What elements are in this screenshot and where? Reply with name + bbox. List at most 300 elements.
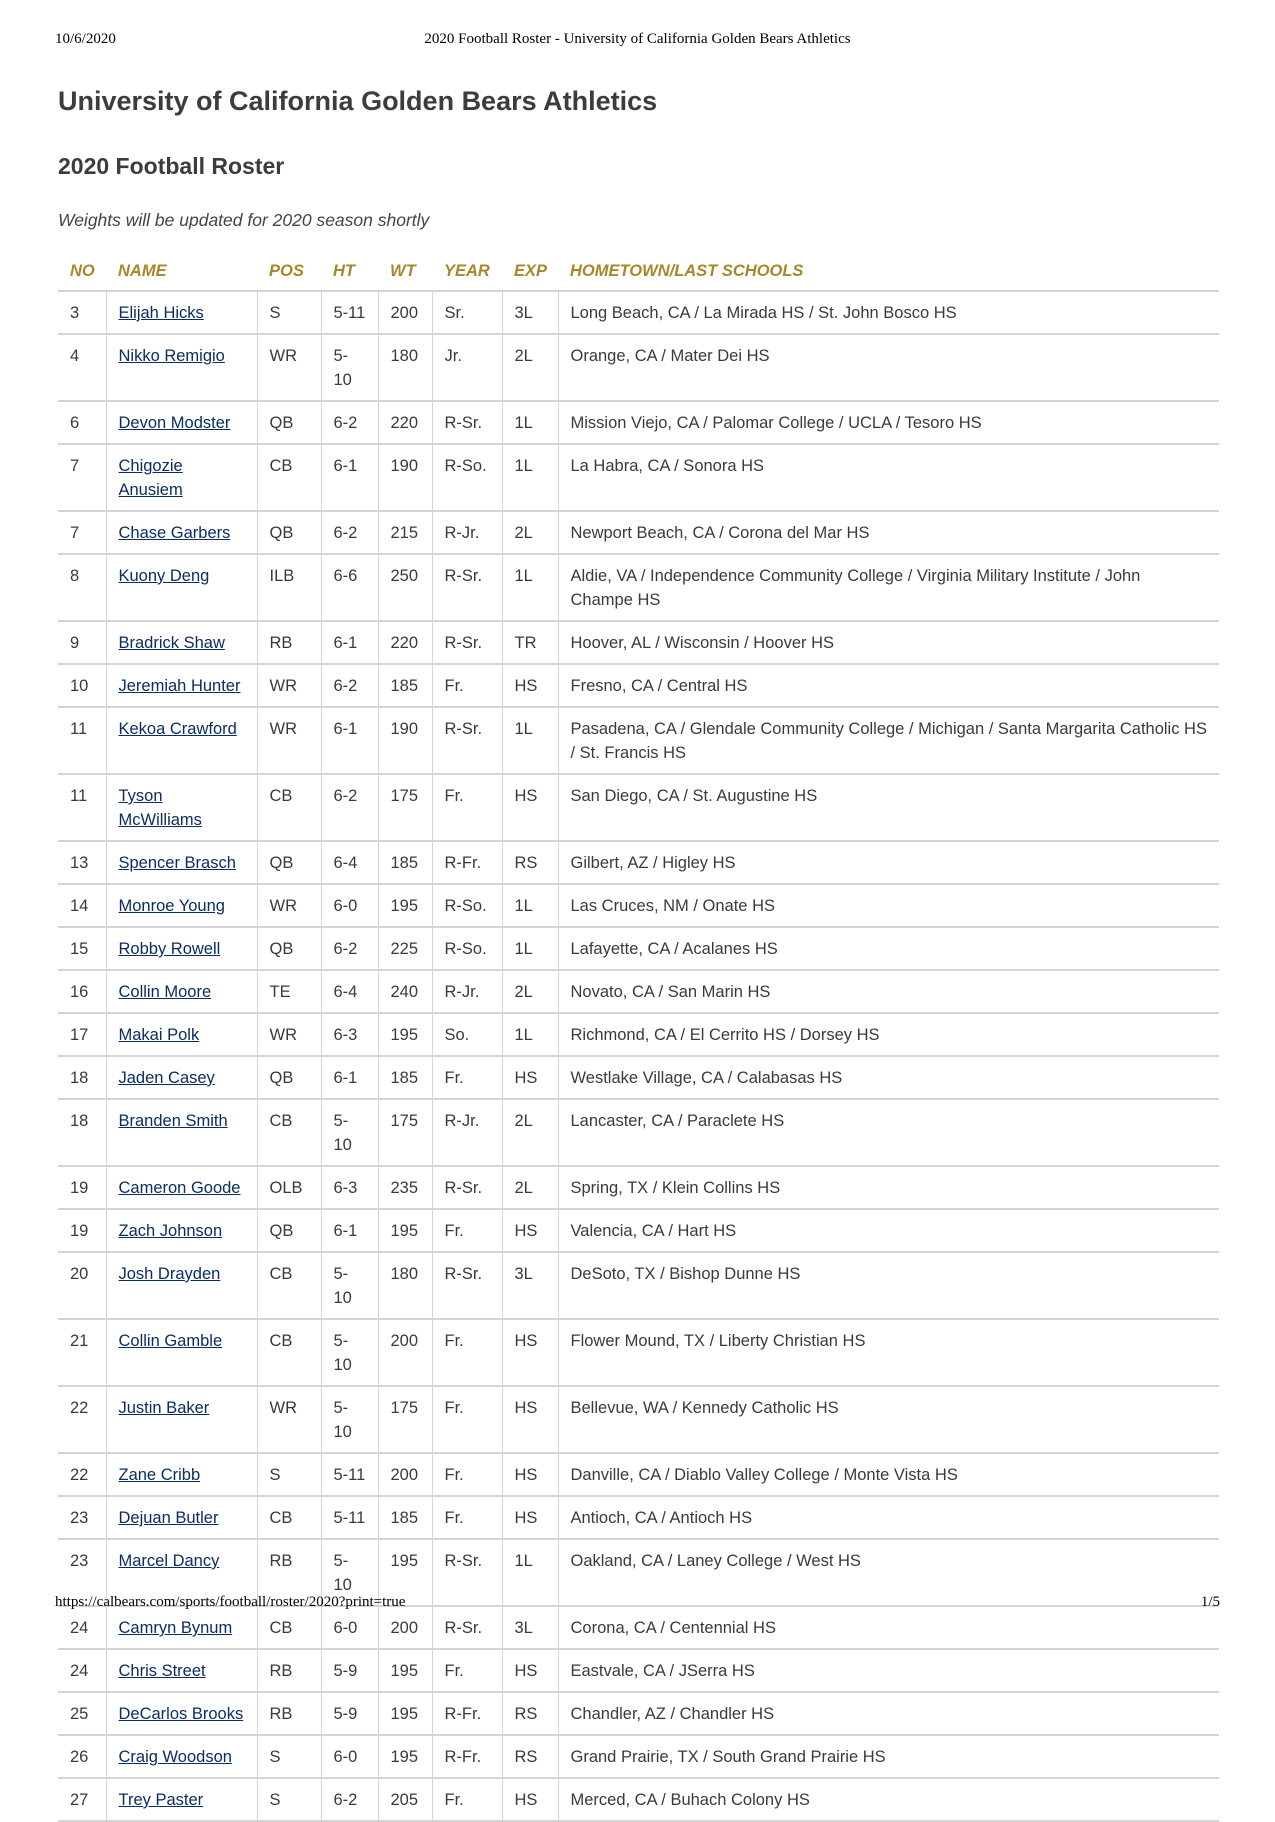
cell-name	[106, 774, 257, 841]
cell-no: 19	[58, 1209, 106, 1252]
player-name-link[interactable]: Trey Paster	[118, 1791, 204, 1809]
cell-no: 7	[58, 511, 106, 554]
cell-year: R-Sr.	[432, 1252, 502, 1319]
site-title: University of California Golden Bears Athletics	[58, 86, 658, 116]
roster-row	[58, 664, 1219, 707]
roster-row	[58, 1252, 1219, 1319]
cell-name	[106, 707, 257, 774]
cell-ht: 6-2	[321, 664, 378, 707]
cell-name	[106, 1735, 257, 1778]
cell-year: So.	[432, 1013, 502, 1056]
roster-row	[58, 707, 1219, 774]
cell-pos: QB	[257, 841, 321, 884]
cell-exp: 1L	[502, 554, 558, 621]
cell-name	[106, 511, 257, 554]
column-header-wt: WT	[378, 256, 432, 291]
roster-row	[58, 970, 1219, 1013]
cell-pos: QB	[257, 1056, 321, 1099]
cell-no: 9	[58, 621, 106, 664]
cell-ht: 6-1	[321, 707, 378, 774]
cell-no: 13	[58, 841, 106, 884]
cell-hometown: Valencia, CA / Hart HS	[558, 1209, 1219, 1252]
cell-name	[106, 970, 257, 1013]
cell-year: Fr.	[432, 1386, 502, 1453]
cell-exp: HS	[502, 1496, 558, 1539]
cell-name	[106, 884, 257, 927]
cell-no: 8	[58, 554, 106, 621]
cell-hometown: Eastvale, CA / JSerra HS	[558, 1649, 1219, 1692]
cell-exp: HS	[502, 1453, 558, 1496]
cell-pos: ILB	[257, 554, 321, 621]
cell-ht: 6-0	[321, 1606, 378, 1649]
cell-no: 7	[58, 444, 106, 511]
player-name-link[interactable]: Bradrick Shaw	[118, 634, 225, 652]
player-name-link[interactable]: Collin Gamble	[118, 1332, 223, 1350]
roster-row	[58, 621, 1219, 664]
cell-year: R-Fr.	[432, 1692, 502, 1735]
cell-year: Fr.	[432, 1778, 502, 1821]
cell-pos: TE	[257, 970, 321, 1013]
cell-ht: 6-0	[321, 1735, 378, 1778]
cell-hometown: Corona, CA / Centennial HS	[558, 1606, 1219, 1649]
cell-ht: 5-9	[321, 1649, 378, 1692]
cell-wt: 195	[378, 1209, 432, 1252]
cell-name	[106, 1099, 257, 1166]
cell-year: R-So.	[432, 927, 502, 970]
player-name-link[interactable]: Devon Modster	[118, 414, 231, 432]
cell-exp: HS	[502, 774, 558, 841]
cell-wt: 175	[378, 1386, 432, 1453]
cell-exp: HS	[502, 1649, 558, 1692]
roster-row	[58, 1778, 1219, 1821]
player-name-link[interactable]: Chris Street	[118, 1662, 206, 1680]
cell-hometown: Flower Mound, TX / Liberty Christian HS	[558, 1319, 1219, 1386]
cell-name	[106, 621, 257, 664]
cell-pos: S	[257, 1778, 321, 1821]
cell-year: R-Sr.	[432, 554, 502, 621]
cell-year: R-Sr.	[432, 621, 502, 664]
cell-name	[106, 664, 257, 707]
cell-hometown: Chandler, AZ / Chandler HS	[558, 1692, 1219, 1735]
cell-pos: WR	[257, 664, 321, 707]
cell-year: Fr.	[432, 1649, 502, 1692]
cell-year: Jr.	[432, 334, 502, 401]
cell-wt: 185	[378, 664, 432, 707]
player-name-link[interactable]: Nikko Remigio	[118, 347, 225, 365]
print-date: 10/6/2020	[55, 31, 116, 47]
cell-name	[106, 1013, 257, 1056]
cell-name	[106, 401, 257, 444]
cell-ht: 6-6	[321, 554, 378, 621]
cell-no: 27	[58, 1778, 106, 1821]
cell-hometown: San Diego, CA / St. Augustine HS	[558, 774, 1219, 841]
cell-ht: 5-11	[321, 1496, 378, 1539]
cell-no: 11	[58, 774, 106, 841]
cell-ht: 6-1	[321, 621, 378, 664]
cell-ht: 6-4	[321, 970, 378, 1013]
cell-hometown: La Habra, CA / Sonora HS	[558, 444, 1219, 511]
cell-ht: 5-10	[321, 1319, 378, 1386]
roster-row	[58, 1735, 1219, 1778]
player-name-link[interactable]: Jaden Casey	[118, 1069, 215, 1087]
cell-exp: HS	[502, 1778, 558, 1821]
cell-name	[106, 841, 257, 884]
cell-exp: 1L	[502, 1013, 558, 1056]
cell-year: Fr.	[432, 1209, 502, 1252]
cell-hometown: Grand Prairie, TX / South Grand Prairie HS	[558, 1735, 1219, 1778]
player-name-link[interactable]: Monroe Young	[118, 897, 225, 915]
cell-pos: QB	[257, 927, 321, 970]
cell-no: 16	[58, 970, 106, 1013]
cell-ht: 5-9	[321, 1692, 378, 1735]
cell-hometown: Oakland, CA / Laney College / West HS	[558, 1539, 1219, 1606]
cell-no: 18	[58, 1099, 106, 1166]
cell-ht: 5-10	[321, 1099, 378, 1166]
cell-name	[106, 444, 257, 511]
cell-name	[106, 291, 257, 334]
cell-hometown: Westlake Village, CA / Calabasas HS	[558, 1056, 1219, 1099]
cell-ht: 5-10	[321, 1252, 378, 1319]
cell-ht: 6-2	[321, 401, 378, 444]
cell-wt: 185	[378, 1496, 432, 1539]
cell-exp: TR	[502, 621, 558, 664]
cell-year: R-Jr.	[432, 970, 502, 1013]
cell-year: R-Jr.	[432, 511, 502, 554]
cell-pos: CB	[257, 1099, 321, 1166]
cell-no: 6	[58, 401, 106, 444]
player-name-link[interactable]: Kekoa Crawford	[118, 720, 237, 738]
cell-hometown: DeSoto, TX / Bishop Dunne HS	[558, 1252, 1219, 1319]
cell-ht: 6-0	[321, 884, 378, 927]
cell-exp: HS	[502, 1319, 558, 1386]
player-name-link[interactable]: Branden Smith	[118, 1112, 228, 1130]
cell-wt: 185	[378, 841, 432, 884]
cell-exp: HS	[502, 1209, 558, 1252]
cell-exp: 1L	[502, 1539, 558, 1606]
cell-ht: 5-10	[321, 1539, 378, 1606]
cell-no: 20	[58, 1252, 106, 1319]
cell-exp: 2L	[502, 970, 558, 1013]
column-header-hometown: HOMETOWN/LAST SCHOOLS	[558, 256, 1219, 291]
roster-row	[58, 1496, 1219, 1539]
column-header-name: NAME	[106, 256, 257, 291]
cell-wt: 180	[378, 1252, 432, 1319]
cell-wt: 250	[378, 554, 432, 621]
cell-wt: 190	[378, 444, 432, 511]
cell-pos: RB	[257, 1692, 321, 1735]
roster-row	[58, 554, 1219, 621]
cell-year: R-Sr.	[432, 1539, 502, 1606]
roster-header-row	[58, 256, 1219, 291]
cell-no: 22	[58, 1386, 106, 1453]
cell-name	[106, 1386, 257, 1453]
cell-name	[106, 1319, 257, 1386]
cell-hometown: Merced, CA / Buhach Colony HS	[558, 1778, 1219, 1821]
cell-hometown: Danville, CA / Diablo Valley College / Monte Vista HS	[558, 1453, 1219, 1496]
player-name-link[interactable]: Collin Moore	[118, 983, 212, 1001]
column-header-no: NO	[58, 256, 106, 291]
cell-wt: 185	[378, 1056, 432, 1099]
roster-row	[58, 1209, 1219, 1252]
cell-wt: 200	[378, 291, 432, 334]
cell-name	[106, 1252, 257, 1319]
cell-ht: 6-1	[321, 1209, 378, 1252]
roster-row	[58, 1099, 1219, 1166]
roster-row	[58, 1453, 1219, 1496]
cell-year: R-Sr.	[432, 707, 502, 774]
cell-wt: 195	[378, 1692, 432, 1735]
roster-row	[58, 774, 1219, 841]
player-name-link[interactable]: Dejuan Butler	[118, 1509, 219, 1527]
player-name-link[interactable]: Marcel Dancy	[118, 1552, 220, 1570]
cell-year: Sr.	[432, 291, 502, 334]
cell-name	[106, 554, 257, 621]
cell-ht: 6-3	[321, 1166, 378, 1209]
cell-exp: RS	[502, 841, 558, 884]
cell-name	[106, 1453, 257, 1496]
cell-exp: HS	[502, 1386, 558, 1453]
cell-hometown: Aldie, VA / Independence Community College / Virginia Military Institute / John Champe HS	[558, 554, 1219, 621]
cell-ht: 6-1	[321, 1056, 378, 1099]
cell-hometown: Lancaster, CA / Paraclete HS	[558, 1099, 1219, 1166]
cell-wt: 175	[378, 774, 432, 841]
column-header-year: YEAR	[432, 256, 502, 291]
cell-no: 21	[58, 1319, 106, 1386]
roster-row	[58, 1386, 1219, 1453]
cell-name	[106, 334, 257, 401]
cell-no: 26	[58, 1735, 106, 1778]
cell-ht: 6-1	[321, 444, 378, 511]
cell-exp: 1L	[502, 444, 558, 511]
roster-row	[58, 291, 1219, 334]
cell-ht: 5-10	[321, 1386, 378, 1453]
cell-hometown: Fresno, CA / Central HS	[558, 664, 1219, 707]
cell-wt: 195	[378, 1649, 432, 1692]
page-number: 1/5	[1200, 1594, 1220, 1610]
cell-no: 17	[58, 1013, 106, 1056]
cell-ht: 5-11	[321, 291, 378, 334]
column-header-ht: HT	[321, 256, 378, 291]
roster-body	[58, 291, 1219, 1821]
cell-year: R-Sr.	[432, 1166, 502, 1209]
cell-exp: 1L	[502, 884, 558, 927]
roster-table	[58, 256, 1219, 1822]
cell-wt: 175	[378, 1099, 432, 1166]
cell-wt: 195	[378, 884, 432, 927]
cell-wt: 200	[378, 1319, 432, 1386]
cell-pos: RB	[257, 621, 321, 664]
roster-row	[58, 334, 1219, 401]
cell-pos: S	[257, 1453, 321, 1496]
cell-hometown: Lafayette, CA / Acalanes HS	[558, 927, 1219, 970]
player-name-link[interactable]: Zane Cribb	[118, 1466, 201, 1484]
cell-no: 14	[58, 884, 106, 927]
cell-pos: CB	[257, 444, 321, 511]
cell-name	[106, 1778, 257, 1821]
player-name-link[interactable]: Robby Rowell	[118, 940, 221, 958]
cell-exp: 1L	[502, 707, 558, 774]
column-header-exp: EXP	[502, 256, 558, 291]
cell-pos: CB	[257, 1319, 321, 1386]
cell-wt: 195	[378, 1735, 432, 1778]
cell-pos: CB	[257, 1252, 321, 1319]
cell-exp: 3L	[502, 1252, 558, 1319]
cell-exp: 3L	[502, 291, 558, 334]
cell-year: Fr.	[432, 1453, 502, 1496]
cell-hometown: Antioch, CA / Antioch HS	[558, 1496, 1219, 1539]
player-name-link[interactable]: Cameron Goode	[118, 1179, 241, 1197]
roster-row	[58, 1692, 1219, 1735]
cell-ht: 6-4	[321, 841, 378, 884]
cell-wt: 195	[378, 1013, 432, 1056]
cell-hometown: Richmond, CA / El Cerrito HS / Dorsey HS	[558, 1013, 1219, 1056]
cell-pos: WR	[257, 1386, 321, 1453]
cell-no: 24	[58, 1649, 106, 1692]
cell-wt: 205	[378, 1778, 432, 1821]
roster-row	[58, 1013, 1219, 1056]
cell-hometown: Las Cruces, NM / Onate HS	[558, 884, 1219, 927]
cell-hometown: Mission Viejo, CA / Palomar College / UCLA / Tesoro HS	[558, 401, 1219, 444]
cell-exp: 1L	[502, 401, 558, 444]
cell-wt: 220	[378, 621, 432, 664]
cell-ht: 5-10	[321, 334, 378, 401]
print-header	[55, 31, 1220, 53]
roster-row	[58, 1319, 1219, 1386]
cell-exp: 2L	[502, 1166, 558, 1209]
player-name-link[interactable]: Josh Drayden	[118, 1265, 221, 1283]
cell-pos: QB	[257, 511, 321, 554]
cell-ht: 5-11	[321, 1453, 378, 1496]
cell-year: Fr.	[432, 1056, 502, 1099]
cell-pos: CB	[257, 774, 321, 841]
cell-pos: S	[257, 1735, 321, 1778]
cell-year: R-So.	[432, 444, 502, 511]
cell-year: R-Sr.	[432, 1606, 502, 1649]
cell-pos: QB	[257, 1209, 321, 1252]
cell-hometown: Spring, TX / Klein Collins HS	[558, 1166, 1219, 1209]
player-name-link[interactable]: Justin Baker	[118, 1399, 210, 1417]
cell-year: R-Fr.	[432, 841, 502, 884]
cell-pos: CB	[257, 1606, 321, 1649]
print-footer	[55, 1594, 1220, 1616]
cell-name	[106, 1209, 257, 1252]
cell-no: 23	[58, 1496, 106, 1539]
player-name-link[interactable]: Jeremiah Hunter	[118, 677, 241, 695]
player-name-link[interactable]: Zach Johnson	[118, 1222, 223, 1240]
cell-no: 24	[58, 1606, 106, 1649]
player-name-link[interactable]: Camryn Bynum	[118, 1619, 233, 1637]
cell-ht: 6-3	[321, 1013, 378, 1056]
cell-pos: CB	[257, 1496, 321, 1539]
cell-pos: QB	[257, 401, 321, 444]
cell-name	[106, 1692, 257, 1735]
roster-row	[58, 401, 1219, 444]
cell-no: 19	[58, 1166, 106, 1209]
player-name-link[interactable]: DeCarlos Brooks	[118, 1705, 244, 1723]
cell-pos: WR	[257, 334, 321, 401]
cell-hometown: Orange, CA / Mater Dei HS	[558, 334, 1219, 401]
cell-ht: 6-2	[321, 511, 378, 554]
cell-pos: S	[257, 291, 321, 334]
roster-row	[58, 927, 1219, 970]
cell-hometown: Novato, CA / San Marin HS	[558, 970, 1219, 1013]
cell-pos: WR	[257, 707, 321, 774]
cell-exp: 1L	[502, 927, 558, 970]
cell-hometown: Newport Beach, CA / Corona del Mar HS	[558, 511, 1219, 554]
cell-name	[106, 1166, 257, 1209]
cell-exp: HS	[502, 664, 558, 707]
roster-row	[58, 1649, 1219, 1692]
cell-hometown: Bellevue, WA / Kennedy Catholic HS	[558, 1386, 1219, 1453]
player-name-link[interactable]: Chase Garbers	[118, 524, 231, 542]
cell-no: 23	[58, 1539, 106, 1606]
cell-ht: 6-2	[321, 927, 378, 970]
cell-pos: WR	[257, 884, 321, 927]
cell-ht: 6-2	[321, 774, 378, 841]
roster-row	[58, 1056, 1219, 1099]
cell-ht: 6-2	[321, 1778, 378, 1821]
player-name-link[interactable]: Elijah Hicks	[118, 304, 204, 322]
cell-wt: 215	[378, 511, 432, 554]
cell-no: 11	[58, 707, 106, 774]
cell-hometown: Pasadena, CA / Glendale Community College / Michigan / Santa Margarita Catholic HS / St. Francis HS	[558, 707, 1219, 774]
player-name-link[interactable]: Kuony Deng	[118, 567, 210, 585]
cell-year: Fr.	[432, 1319, 502, 1386]
cell-no: 25	[58, 1692, 106, 1735]
player-name-link[interactable]: Makai Polk	[118, 1026, 200, 1044]
roster-row	[58, 884, 1219, 927]
player-name-link[interactable]: Craig Woodson	[118, 1748, 232, 1766]
cell-year: R-Fr.	[432, 1735, 502, 1778]
cell-name	[106, 1056, 257, 1099]
cell-year: R-Jr.	[432, 1099, 502, 1166]
cell-wt: 200	[378, 1606, 432, 1649]
cell-pos: RB	[257, 1649, 321, 1692]
player-name-link[interactable]: Spencer Brasch	[118, 854, 236, 872]
cell-exp: RS	[502, 1735, 558, 1778]
cell-year: Fr.	[432, 1496, 502, 1539]
player-name-link[interactable]: Tyson McWilliams	[118, 787, 202, 829]
cell-hometown: Long Beach, CA / La Mirada HS / St. John Bosco HS	[558, 291, 1219, 334]
cell-year: R-So.	[432, 884, 502, 927]
roster-row	[58, 1166, 1219, 1209]
cell-year: R-Sr.	[432, 401, 502, 444]
cell-no: 15	[58, 927, 106, 970]
column-header-pos: POS	[257, 256, 321, 291]
cell-exp: 3L	[502, 1606, 558, 1649]
cell-no: 22	[58, 1453, 106, 1496]
cell-hometown: Hoover, AL / Wisconsin / Hoover HS	[558, 621, 1219, 664]
player-name-link[interactable]: Chigozie Anusiem	[118, 457, 183, 499]
roster-row	[58, 841, 1219, 884]
cell-pos: RB	[257, 1539, 321, 1606]
cell-wt: 195	[378, 1539, 432, 1606]
cell-wt: 190	[378, 707, 432, 774]
roster-title: 2020 Football Roster	[58, 153, 285, 179]
cell-name	[106, 1649, 257, 1692]
cell-wt: 225	[378, 927, 432, 970]
cell-no: 10	[58, 664, 106, 707]
cell-pos: OLB	[257, 1166, 321, 1209]
cell-name	[106, 927, 257, 970]
cell-no: 3	[58, 291, 106, 334]
cell-no: 4	[58, 334, 106, 401]
cell-name	[106, 1496, 257, 1539]
cell-exp: 2L	[502, 1099, 558, 1166]
cell-exp: RS	[502, 1692, 558, 1735]
cell-exp: 2L	[502, 334, 558, 401]
cell-year: Fr.	[432, 774, 502, 841]
